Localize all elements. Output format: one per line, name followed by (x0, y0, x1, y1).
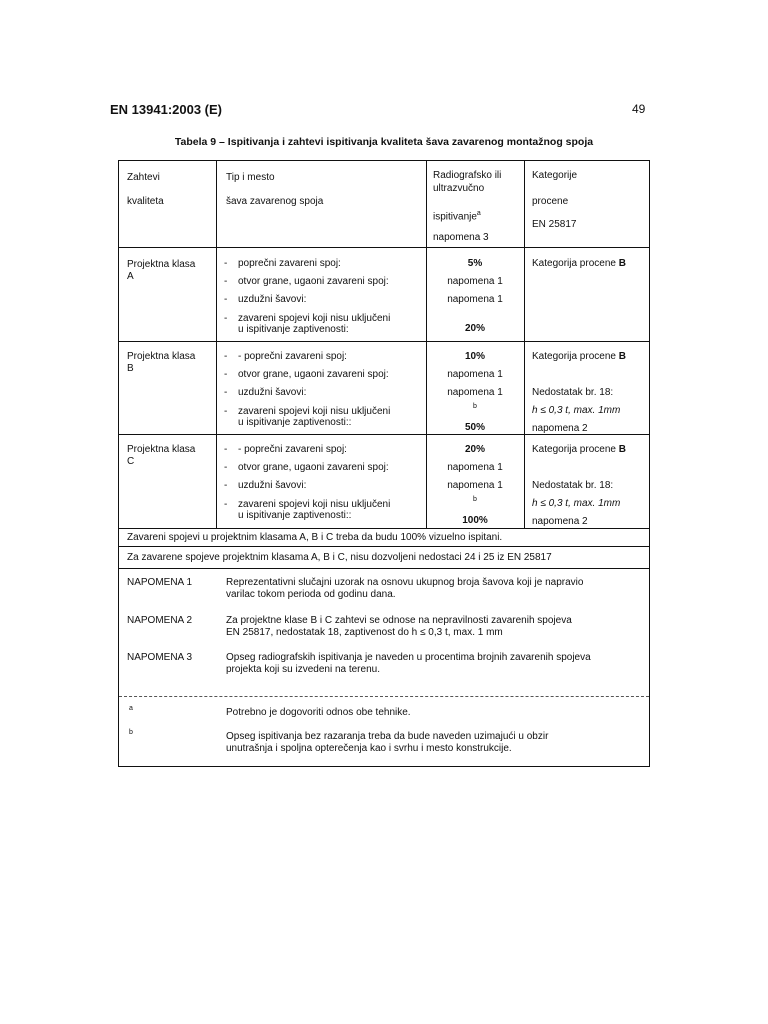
col2-header: šava zavarenog spoja (226, 196, 324, 207)
inspection-value: napomena 1 (447, 462, 503, 473)
note-3-label: NAPOMENA 3 (127, 652, 193, 663)
table-title: Tabela 9 – Ispitivanja i zahtevi ispitivanja kvaliteta šava zavarenog montažnog spoja (174, 136, 594, 148)
weld-type: uzdužni šavovi: (238, 387, 307, 398)
bullet-dash: - (224, 294, 228, 305)
weld-type: uzdužni šavovi: (238, 294, 307, 305)
col1-header: Zahtevi (127, 172, 160, 183)
bullet-dash: - (224, 351, 228, 362)
class-c-label: C (127, 456, 135, 467)
row-divider (119, 247, 649, 248)
class-b-label: B (127, 363, 134, 374)
weld-type: otvor grane, ugaoni zavareni spoj: (238, 369, 389, 380)
inspection-value: 50% (464, 422, 485, 433)
class-c-label: Projektna klasa (127, 444, 196, 455)
page-number: 49 (632, 102, 646, 116)
inspection-value: 5% (467, 258, 483, 269)
inspection-value: napomena 1 (447, 276, 503, 287)
defect-criterion: h ≤ 0,3 t, max. 1mm (532, 498, 621, 509)
class-b-label: Projektna klasa (127, 351, 196, 362)
bullet-dash: - (224, 387, 228, 398)
note-1-text: Reprezentativni slučajni uzorak na osnovu ukupnog broja šavova koji je napravio (226, 577, 584, 588)
col1-header: kvaliteta (127, 196, 164, 207)
column-divider (216, 161, 217, 528)
col2-header: Tip i mesto (226, 172, 275, 183)
footnote-marker: b (473, 496, 477, 503)
col3-header: ultrazvučno (433, 183, 485, 194)
document-id: EN 13941:2003 (E) (110, 102, 223, 117)
weld-type: - poprečni zavareni spoj: (238, 351, 347, 362)
bullet-dash: - (224, 499, 228, 510)
footnote-marker: b (473, 403, 477, 410)
inspection-value: napomena 1 (447, 294, 503, 305)
row-divider (119, 528, 649, 529)
col4-header: procene (532, 196, 569, 207)
inspection-value: napomena 1 (447, 387, 503, 398)
inspection-value: 20% (464, 444, 485, 455)
note-reference: napomena 2 (532, 423, 588, 434)
row-divider (119, 568, 649, 569)
defect-number: Nedostatak br. 18: (532, 480, 614, 491)
bullet-dash: - (224, 276, 228, 287)
class-a-label: A (127, 271, 134, 282)
notes-divider (119, 696, 649, 697)
note-2-text: Za projektne klase B i C zahtevi se odnose na nepravilnosti zavarenih spojeva (226, 615, 572, 626)
weld-type: otvor grane, ugaoni zavareni spoj: (238, 462, 389, 473)
column-divider (524, 161, 525, 528)
footnote-a-label: a (129, 705, 133, 712)
note-3-text: Opseg radiografskih ispitivanja je naveden u procentima brojnih zavarenih spojeva (226, 652, 591, 663)
note-2-label: NAPOMENA 2 (127, 615, 193, 626)
note-2-text: EN 25817, nedostatak 18, zaptivenost do h ≤ 0,3 t, max. 1 mm (226, 627, 503, 638)
row-divider (119, 341, 649, 342)
assessment-category: Kategorija procene B (532, 258, 626, 269)
assessment-category: Kategorija procene B (532, 351, 626, 362)
note-1-text: varilac tokom perioda od godinu dana. (226, 589, 396, 600)
bullet-dash: - (224, 406, 228, 417)
weld-type: otvor grane, ugaoni zavareni spoj: (238, 276, 389, 287)
footnote-b-text: unutrašnja i spoljna opterečenja kao i svrhu i mesto konstrukcije. (226, 743, 512, 754)
defects-row: Za zavarene spojeve projektnim klasama A, B i C, nisu dozvoljeni nedostaci 24 i 25 iz EN 25817 (127, 552, 552, 563)
inspection-value: napomena 1 (447, 369, 503, 380)
weld-type: zavareni spojevi koji nisu uključeni (238, 313, 391, 324)
weld-type: poprečni zavareni spoj: (238, 258, 341, 269)
col4-header: EN 25817 (532, 219, 577, 230)
col3-header: napomena 3 (433, 232, 489, 243)
inspection-value: napomena 1 (447, 480, 503, 491)
visual-inspection-row: Zavareni spojevi u projektnim klasama A, B i C treba da budu 100% vizuelno ispitani. (127, 532, 503, 543)
assessment-category: Kategorija procene B (532, 444, 626, 455)
weld-type: u ispitivanje zaptivenosti:: (238, 510, 352, 521)
note-reference: napomena 2 (532, 516, 588, 527)
footnote-a-text: Potrebno je dogovoriti odnos obe tehnike. (226, 707, 411, 718)
footnote-b-text: Opseg ispitivanja bez razaranja treba da bude naveden uzimajući u obzir (226, 731, 549, 742)
bullet-dash: - (224, 369, 228, 380)
note-1-label: NAPOMENA 1 (127, 577, 193, 588)
weld-type: u ispitivanje zaptivenosti: (238, 324, 349, 335)
inspection-value: 10% (464, 351, 485, 362)
col3-header: ispitivanje$^a$ (433, 210, 481, 223)
col3-header: Radiografsko ili (433, 170, 502, 181)
weld-type: uzdužni šavovi: (238, 480, 307, 491)
bullet-dash: - (224, 313, 228, 324)
defect-criterion: h ≤ 0,3 t, max. 1mm (532, 405, 621, 416)
bullet-dash: - (224, 462, 228, 473)
weld-type: u ispitivanje zaptivenosti:: (238, 417, 352, 428)
inspection-value: 100% (462, 515, 488, 526)
inspection-value: 20% (464, 323, 485, 334)
col4-header: Kategorije (532, 170, 578, 181)
weld-type: zavareni spojevi koji nisu uključeni (238, 499, 391, 510)
requirements-table (118, 160, 650, 767)
note-3-text: projekta koji su izvedeni na terenu. (226, 664, 380, 675)
bullet-dash: - (224, 444, 228, 455)
weld-type: - poprečni zavareni spoj: (238, 444, 347, 455)
defect-number: Nedostatak br. 18: (532, 387, 614, 398)
bullet-dash: - (224, 258, 228, 269)
footnote-b-label: b (129, 729, 133, 736)
bullet-dash: - (224, 480, 228, 491)
weld-type: zavareni spojevi koji nisu uključeni (238, 406, 391, 417)
class-a-label: Projektna klasa (127, 259, 196, 270)
row-divider (119, 546, 649, 547)
